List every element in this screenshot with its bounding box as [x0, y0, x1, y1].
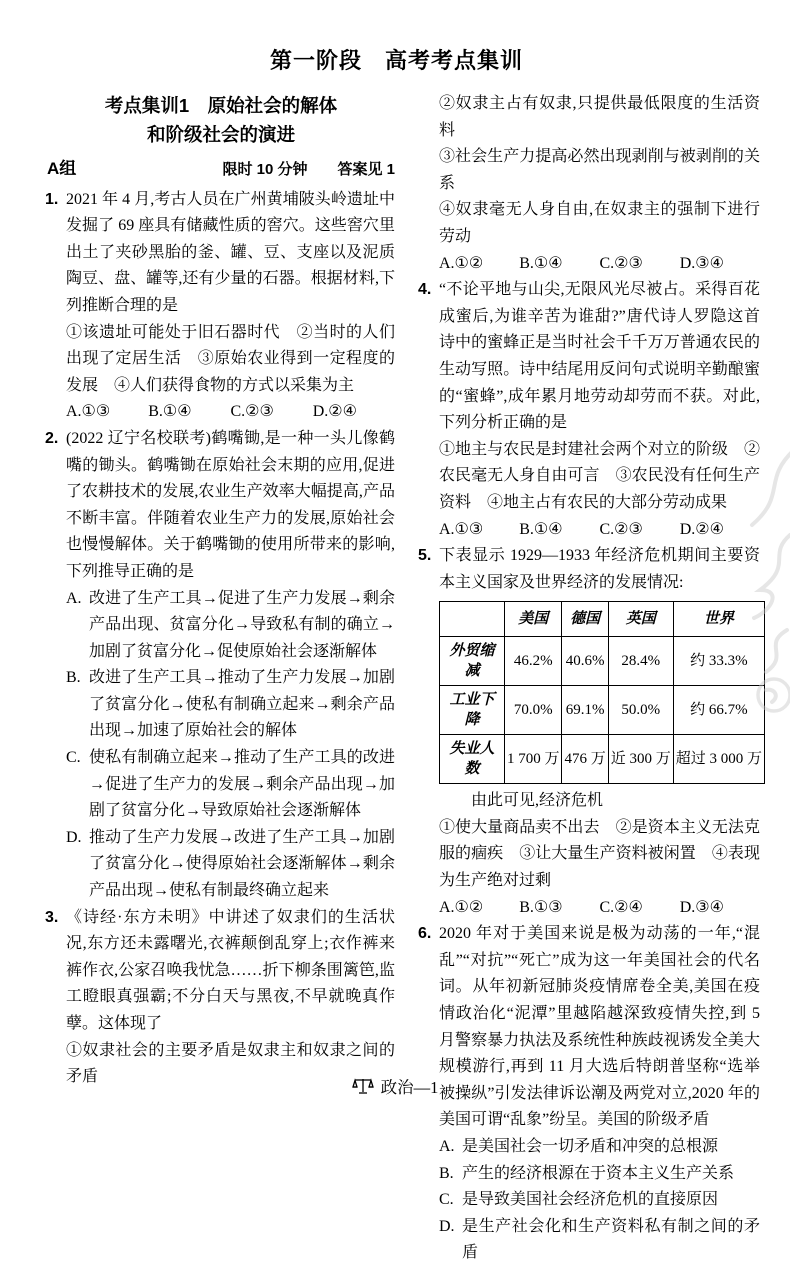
table-body: [440, 637, 765, 784]
table-cell: 50.0%: [608, 686, 673, 735]
question-stem: [420, 543, 760, 596]
question-items: ②奴隶主占有奴隶,只提供最低限度的生活资料: [439, 95, 760, 139]
choice-option: [66, 825, 395, 905]
lesson-title-line1: 考点集训1 原始社会的解体: [104, 95, 338, 116]
question-number: 6.: [418, 925, 432, 943]
table-cell: 超过 3 000 万: [673, 735, 764, 784]
table-cell: 28.4%: [608, 637, 673, 686]
choice-letter: B.: [439, 1164, 454, 1182]
table-cell: 1 700 万: [504, 735, 562, 784]
table-cell: 40.6%: [562, 637, 608, 686]
choice-letter: C.: [439, 1191, 454, 1209]
choice: D.②④: [679, 520, 724, 538]
question-number: 5.: [418, 547, 432, 565]
question-number: 4.: [418, 281, 432, 299]
table-row: [440, 735, 765, 784]
choice-text: 改进了生产工具→促进了生产力发展→剩余产品出现、贫富分化→导致私有制的确立→加剧了贫富分化→促使原始社会逐渐解体: [89, 589, 395, 660]
table-header-cell: 世界: [673, 602, 764, 637]
lesson-title-line2: 和阶级社会的演进: [146, 124, 295, 145]
question-number: 1.: [45, 190, 59, 208]
table-cell: 约 33.3%: [673, 637, 764, 686]
question-stem: [420, 921, 760, 1134]
time-limit-and-answer-ref: 限时 10 分钟 答案见 1: [222, 161, 395, 178]
table-cell: 476 万: [562, 735, 608, 784]
question-items: ①使大量商品卖不出去 ②是资本主义无法克服的痼疾 ③让大量生产资料被闲置 ④表现为生产绝对过剩: [439, 818, 760, 890]
choice-option: [439, 1214, 760, 1267]
table-row-label: 工业下降: [440, 686, 505, 735]
choice-text: 是生产社会化和生产资料私有制之间的矛盾: [462, 1217, 760, 1262]
table-header-cell: 英国: [608, 602, 673, 637]
choice-option: [66, 745, 395, 825]
choice-letter: D.: [66, 828, 82, 846]
choice-text: 是美国社会一切矛盾和冲突的总根源: [462, 1138, 719, 1155]
table-row: [440, 686, 765, 735]
choices-row: [420, 251, 760, 278]
choice: B.①④: [519, 520, 563, 538]
choice-letter: A.: [66, 589, 82, 607]
choice-text: 推动了生产力发展→改进了生产工具→加剧了贫富分化→使得原始社会逐渐解体→剩余产品出现→使私有制最终确立起来: [89, 828, 395, 900]
choice: A.①②: [439, 254, 484, 272]
choice: A.①③: [439, 520, 484, 538]
question-text: “不论平地与山尖,无限风光尽被占。采得百花成蜜后,为谁辛苦为谁甜?”唐代诗人罗隐这首诗中的蜜蜂正是当时社会千千万万普通农民的生动写照。诗中结尾用反问句式说明辛勤酿蜜的“蜜蜂”,成年累月地劳动却劳而不获。对此,下列分析正确的是: [439, 281, 760, 432]
question-stem: [47, 187, 395, 320]
table-row: [440, 637, 765, 686]
choice: B.①④: [148, 403, 192, 421]
choice-option: [439, 1134, 760, 1161]
table-cell: 46.2%: [504, 637, 562, 686]
table-cell: 69.1%: [562, 686, 608, 735]
choice-letter: C.: [66, 749, 81, 767]
question-stem: [420, 277, 760, 437]
choice: A.①②: [439, 898, 484, 916]
group-meta-row: [47, 156, 395, 184]
question-items: 由此可见,经济危机: [471, 792, 604, 810]
question-number: 3.: [45, 908, 59, 926]
choice: C.②③: [599, 520, 643, 538]
choice-text: 产生的经济根源在于资本主义生产关系: [462, 1164, 735, 1182]
question-stem: [47, 426, 395, 586]
choice: C.②③: [599, 254, 643, 272]
choice-letter: B.: [66, 669, 81, 687]
table-header: [440, 602, 765, 637]
choices-row: [420, 517, 760, 544]
table-header-cell: 德国: [562, 602, 608, 637]
choice-text: 改进了生产工具→推动了生产力发展→加剧了贫富分化→使私有制确立起来→剩余产品出现→加速了原始社会的解体: [89, 669, 395, 740]
question-text: 下表显示 1929—1933 年经济危机期间主要资本主义国家及世界经济的发展情况:: [439, 547, 760, 591]
question-text: 2020 年对于美国来说是极为动荡的一年,“混乱”“对抗”“死亡”成为这一年美国社会的代名词。从年初新冠肺炎疫情席卷全美,美国在疫情政治化“泥潭”里越陷越深致疫情失控,到 5 月警察暴力执法及系统性种族歧视诱发全美大规模游行,再到 11 月大选后特朗普坚称“选举被操纵”引发法律诉讼潮及两党对立,2020 年的美国可谓“乱象”纷呈。美国的阶级矛盾: [439, 925, 760, 1129]
question-text: 《诗经·东方未明》中讲述了奴隶们的生活状况,东方还未露曙光,衣裤颠倒乱穿上;衣作裤来裤作衣,公家召唤我忧急……折下柳条围篱笆,监工瞪眼真强霸;不分白天与黑夜,不早就晚真作孽。这体现了: [66, 908, 395, 1032]
question-items: ①地主与农民是封建社会两个对立的阶级 ②农民毫无人身自由可言 ③农民没有任何生产资料 ④地主占有农民的大部分劳动成果: [439, 440, 760, 511]
group-label: A组: [47, 159, 77, 178]
footer-subject-page: 政治—1: [380, 1078, 439, 1097]
choice: A.①③: [66, 403, 111, 421]
choice-option: [439, 1187, 760, 1214]
table-header-cell: 美国: [504, 602, 562, 637]
question-items: ①该遗址可能处于旧石器时代 ②当时的人们出现了定居生活 ③原始农业得到一定程度的发展 ④人们获得食物的方式以采集为主: [66, 323, 395, 394]
choice-letter: D.: [439, 1217, 455, 1235]
question-items: ④奴隶毫无人身自由,在奴隶主的强制下进行劳动: [439, 201, 760, 245]
table-cell: 70.0%: [504, 686, 562, 735]
table-cell: 约 66.7%: [673, 686, 764, 735]
choice-option: [439, 1161, 760, 1188]
question-text: 2021 年 4 月,考古人员在广州黄埔陂头岭遗址中发掘了 69 座具有储藏性质的窖穴。这些窖穴里出土了夹砂黑胎的釜、罐、豆、支座以及泥质陶豆、盘、罐等,还有少量的石器。根据材料,下列推断合理的是: [66, 190, 395, 314]
page-footer: [0, 1074, 790, 1098]
data-table: [439, 601, 765, 784]
table-header-row: [440, 602, 765, 637]
choice-option: [66, 665, 395, 745]
choice: C.②③: [230, 403, 274, 421]
choice: C.②④: [599, 898, 643, 916]
choice: D.③④: [679, 254, 724, 272]
choice-letter: A.: [439, 1138, 455, 1155]
table-row-label: 失业人数: [440, 735, 505, 784]
choice-option: [66, 586, 395, 666]
choice-text: 使私有制确立起来→推动了生产工具的改进→促进了生产力的发展→剩余产品出现→加剧了贫富分化→导致原始社会逐渐解体: [89, 749, 395, 820]
table-cell: 近 300 万: [608, 735, 673, 784]
choice: B.①④: [519, 254, 563, 272]
question-items: ③社会生产力提高必然出现剥削与被剥削的关系: [439, 148, 760, 192]
choices-row: [420, 895, 760, 922]
table-row-label: 外贸缩减: [440, 637, 505, 686]
stage-title: 第一阶段 高考考点集训: [269, 48, 523, 73]
choice: B.①③: [519, 898, 563, 916]
choice: D.③④: [679, 898, 724, 916]
question-text: (2022 辽宁名校联考)鹤嘴锄,是一种一头儿像鹤嘴的锄头。鹤嘴锄在原始社会末期的应用,促进了农耕技术的发展,农业生产效率大幅提高,产品不断丰富。伴随着农业生产力的发展,原始社会也慢慢解体。关于鹤嘴锄的使用所带来的影响,下列推导正确的是: [66, 429, 395, 580]
choice: D.②④: [312, 403, 357, 421]
scales-icon: [352, 1077, 374, 1095]
choice-text: 是导致美国社会经济危机的直接原因: [462, 1191, 719, 1209]
table-header-cell: [440, 602, 505, 637]
question-stem: [47, 905, 395, 1038]
question-number: 2.: [45, 429, 59, 447]
question-items: ①奴隶社会的主要矛盾是奴隶主和奴隶之间的矛盾: [66, 1041, 395, 1086]
left-column-content: [47, 187, 395, 1091]
choices-row: [47, 399, 395, 426]
